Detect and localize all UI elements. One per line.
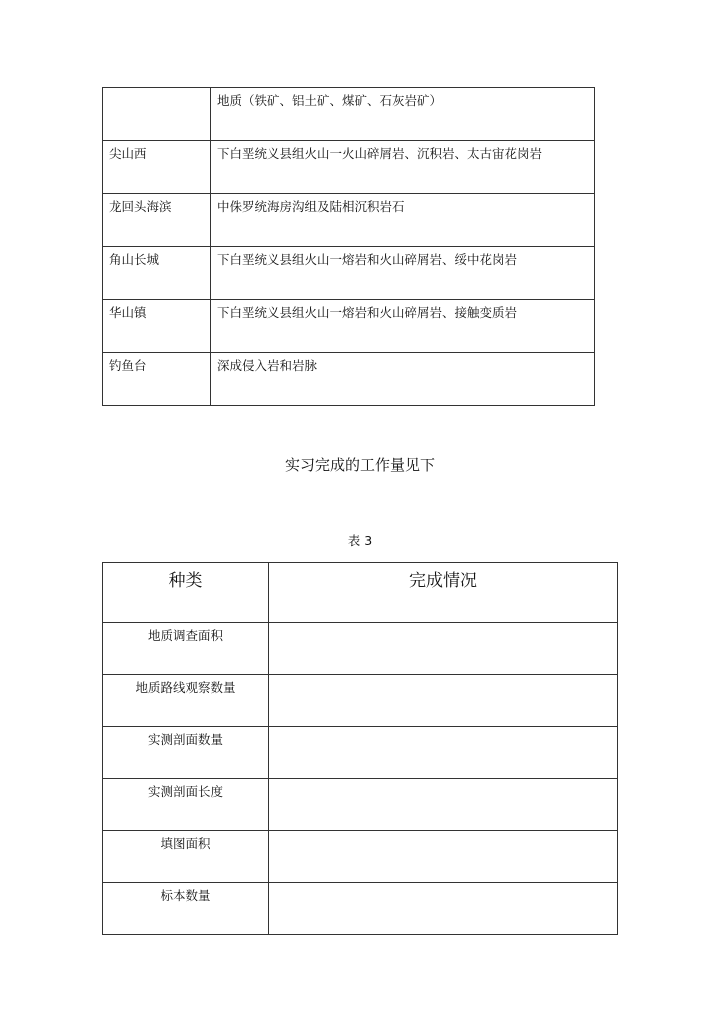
table-row: [103, 831, 618, 883]
column-header-status: 完成情况: [269, 563, 618, 623]
table-row: [103, 623, 618, 675]
geology-locations-table: [102, 87, 595, 406]
geology-cell: 地质（铁矿、铝土矿、煤矿、石灰岩矿）: [211, 88, 595, 141]
table-row: [103, 300, 595, 353]
geology-cell: 下白垩统义县组火山一熔岩和火山碎屑岩、接触变质岩: [211, 300, 595, 353]
location-cell: 钓鱼台: [103, 353, 211, 406]
table-row: [103, 141, 595, 194]
table-row: [103, 88, 595, 141]
status-cell: [269, 779, 618, 831]
category-cell: 填图面积: [103, 831, 269, 883]
location-cell: 华山镇: [103, 300, 211, 353]
location-cell: 角山长城: [103, 247, 211, 300]
table-row: [103, 247, 595, 300]
category-cell: 地质调查面积: [103, 623, 269, 675]
location-cell: [103, 88, 211, 141]
table-row: [103, 194, 595, 247]
table-row: [103, 353, 595, 406]
geology-cell: 中侏罗统海房沟组及陆相沉积岩石: [211, 194, 595, 247]
table-caption: 表 3: [347, 533, 373, 548]
location-cell: 尖山西: [103, 141, 211, 194]
table-row: [103, 727, 618, 779]
status-cell: [269, 883, 618, 935]
column-header-category: 种类: [103, 563, 269, 623]
geology-cell: 深成侵入岩和岩脉: [211, 353, 595, 406]
category-cell: 地质路线观察数量: [103, 675, 269, 727]
status-cell: [269, 831, 618, 883]
category-cell: 标本数量: [103, 883, 269, 935]
status-cell: [269, 623, 618, 675]
table-row: [103, 779, 618, 831]
workload-table: [102, 562, 618, 935]
location-cell: 龙回头海滨: [103, 194, 211, 247]
geology-cell: 下白垩统义县组火山一火山碎屑岩、沉积岩、太古宙花岗岩: [211, 141, 595, 194]
status-cell: [269, 727, 618, 779]
section-heading: 实习完成的工作量见下: [284, 456, 435, 474]
table-header-row: [103, 563, 618, 623]
geology-cell: 下白垩统义县组火山一熔岩和火山碎屑岩、绥中花岗岩: [211, 247, 595, 300]
table-row: [103, 883, 618, 935]
table-row: [103, 675, 618, 727]
category-cell: 实测剖面长度: [103, 779, 269, 831]
status-cell: [269, 675, 618, 727]
category-cell: 实测剖面数量: [103, 727, 269, 779]
